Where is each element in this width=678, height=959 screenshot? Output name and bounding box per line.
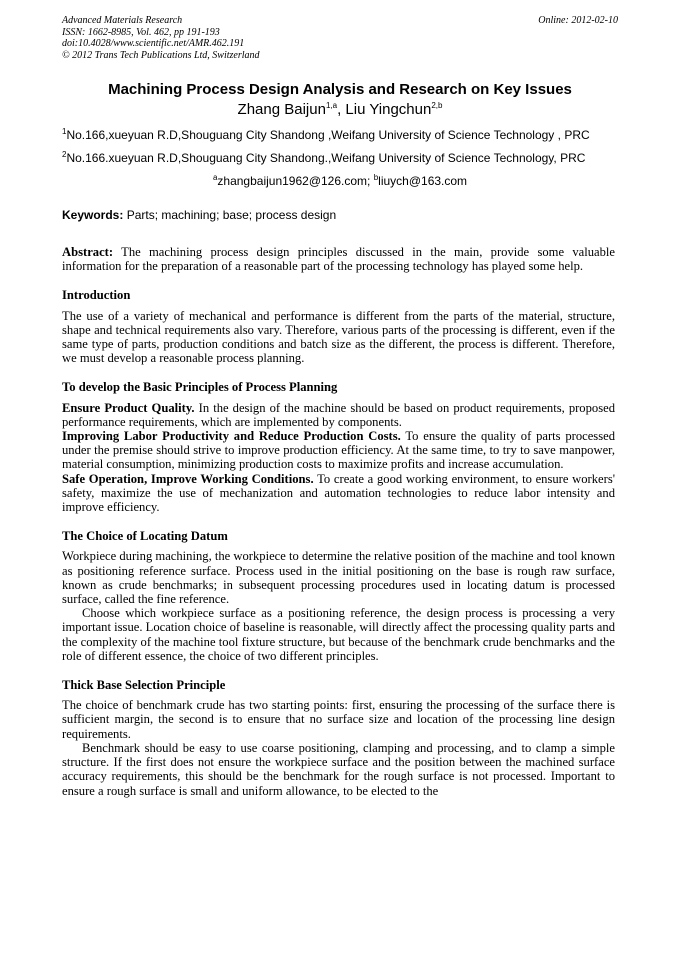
keywords-text: Parts; machining; base; process design [123,208,337,222]
paragraph: Choose which workpiece surface as a positioning reference, the design process is processing a very important issue. Location choice of baseline is reasonable, will directly affect the processing quality parts and the complexity of the machine tool fixture structure, but because of the benchmark crude benchmarks and the role of different essence, the choice of two different principles. [62,606,615,663]
paper-title: Machining Process Design Analysis and Research on Key Issues [108,81,572,98]
abstract-label: Abstract: [62,245,114,259]
affiliation-marker: 2 [62,150,67,159]
journal-header [62,15,618,61]
email-marker: a [212,173,218,182]
affiliation-text: No.166,xueyuan R.D,Shouguang City Shandong ,Weifang University of Science Technology , PRC [66,128,590,142]
section-heading: Thick Base Selection Principle [62,678,226,693]
abstract [62,245,615,273]
principle-text: To create a good working environment, to ensure workers' safety, maximize the use of mechanization and automation technologies to reduce labor intensity and improve efficiency. [62,471,616,515]
section-heading: Introduction [62,288,131,303]
paragraph: The use of a variety of mechanical and performance is different from the parts of the material, structure, shape and technical requirements also vary. Therefore, various parts of the processing is different, even if the same type of parts, production conditions and batch size as the different, the process is different. Therefore, we must develop a reasonable process planning. [62,308,615,366]
affiliation-1 [62,128,618,142]
section-heading: The Choice of Locating Datum [62,529,228,544]
author-name: Liu Yingchun [345,101,432,118]
keywords-label: Keywords: [62,208,124,222]
paragraph: The choice of benchmark crude has two starting points: first, ensuring the processing of the surface there is sufficient margin, the second is to ensure that no surface size and location of the processing line design requirements. [62,698,615,741]
principle-text: To ensure the quality of parts processed under the premise should strive to improve production efficiency. At the same time, to try to save manpower, material consumption, minimizing production costs to maximize profits and increase accumulation. [62,429,615,472]
affiliation-marker: 1 [62,127,67,136]
principle-item [62,401,615,429]
paragraph: Workpiece during machining, the workpiece to determine the relative position of the machine and tool known as positioning reference surface. Process used in the initial positioning on the base is rough raw surface, known as crude benchmarks; in subsequent processing procedures used in locating datum is processed surface, called the fine reference. [62,549,615,607]
affiliation-text: No.166.xueyuan R.D,Shouguang City Shandong.,Weifang University of Science Technology, PRC [66,151,586,165]
online-date: Online: 2012-02-10 [538,15,618,26]
affiliation-2 [62,151,618,165]
author-separator: , [337,101,346,118]
journal-name: Advanced Materials Research [62,15,183,26]
author-affiliation-marker: 1,a [325,101,338,110]
email-address: liuych@163.com [378,174,468,188]
journal-doi: doi:10.4028/www.scientific.net/AMR.462.191 [62,38,245,49]
principle-item [62,429,615,472]
journal-copyright: © 2012 Trans Tech Publications Ltd, Switzerland [62,49,260,61]
principle-label: Safe Operation, Improve Working Conditions. [62,471,314,486]
journal-issn: ISSN: 1662-8985, Vol. 462, pp 191-193 [62,26,220,38]
abstract-text: The machining process design principles discussed in the main, provide some valuable information for the preparation of a reasonable part of the processing technology has played some help. [62,245,615,274]
principle-item [62,472,615,515]
email-line [62,174,618,188]
principle-text: In the design of the machine should be based on product requirements, proposed performance requirements, which are implemented by components. [62,400,615,429]
email-marker: b [373,173,379,182]
principle-label: Ensure Product Quality. [62,400,195,415]
principle-label: Improving Labor Productivity and Reduce Production Costs. [62,429,401,444]
email-address: zhangbaijun1962@126.com; [217,174,374,188]
keywords [62,208,618,222]
paragraph: Benchmark should be easy to use coarse positioning, clamping and processing, and to clamp a simple structure. If the first does not ensure the workpiece surface and the position between the machined surface accuracy requirements, this should be the benchmark for the rough surface is not processed. Important to ensure a rough surface is small and uniform allowance, to be elected to the [62,740,615,798]
author-name: Zhang Baijun [237,101,326,118]
paper-body [62,245,615,798]
author-affiliation-marker: 2,b [431,101,443,110]
section-heading: To develop the Basic Principles of Process Planning [62,380,338,395]
author-line [62,101,618,119]
